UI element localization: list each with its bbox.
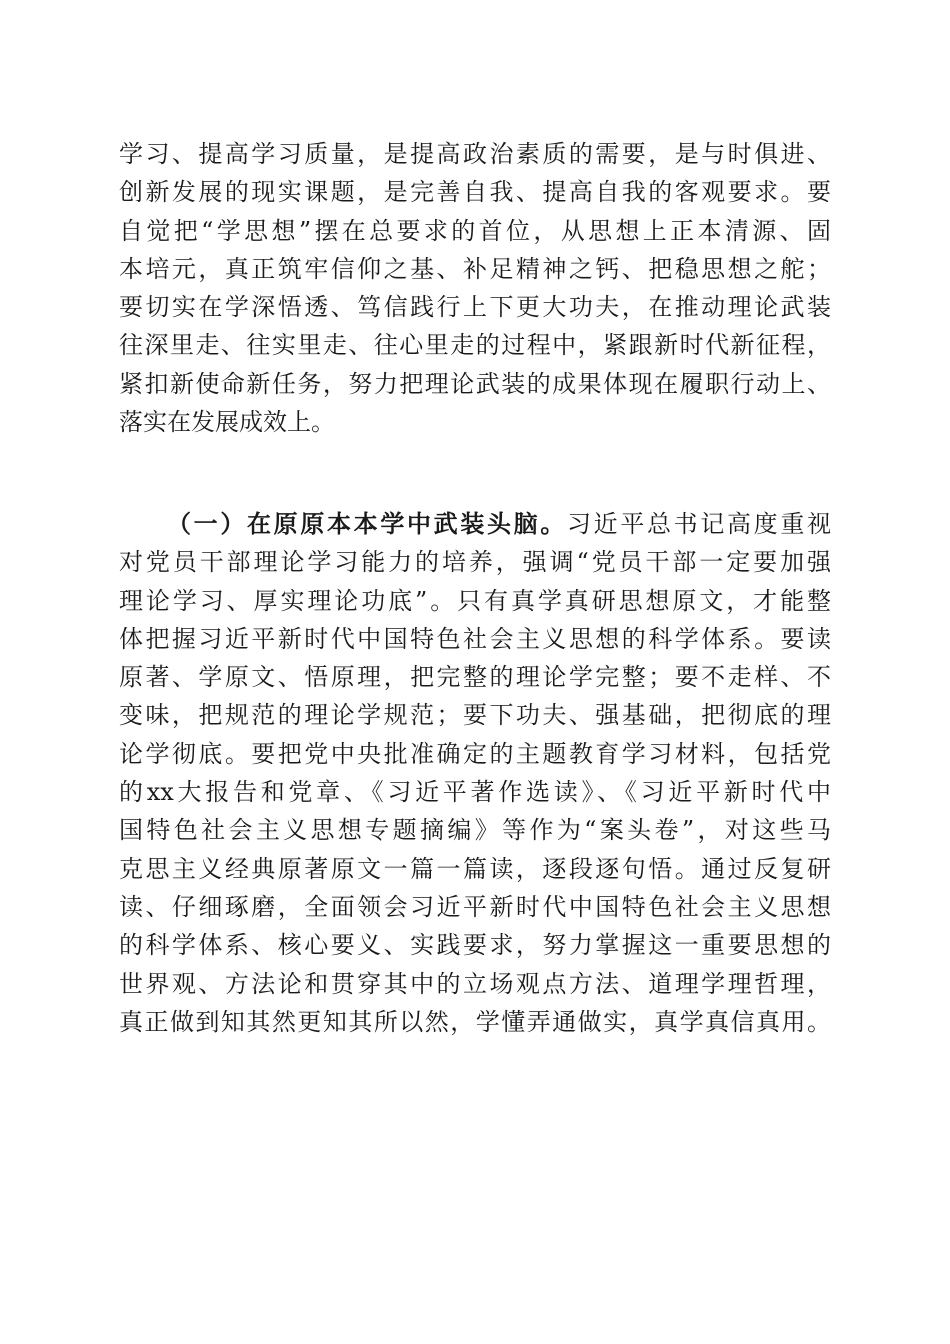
- paragraph-2-line: 理论学习、厚实理论功底”。只有真学真研思想原文，才能整: [119, 586, 831, 615]
- paragraph-1-line: 自觉把“学思想”摆在总要求的首位，从思想上正本清源、固: [119, 216, 831, 245]
- paragraph-2-line: 世界观、方法论和贯穿其中的立场观点方法、道理学理哲理，: [119, 969, 831, 998]
- paragraph-1: [119, 135, 831, 441]
- paragraph-2-line: 克思主义经典原著原文一篇一篇读，逐段逐句悟。通过反复研: [119, 854, 831, 883]
- paragraph-2-line: 论学彻底。要把党中央批准确定的主题教育学习材料，包括党: [119, 739, 831, 768]
- paragraph-2-line: 读、仔细琢磨，全面领会习近平新时代中国特色社会主义思想: [119, 892, 831, 921]
- section-heading: （一）在原原本本学中武装头脑。: [167, 509, 567, 538]
- paragraph-1-line: 要切实在学深悟透、笃信践行上下更大功夫，在推动理论武装: [119, 293, 831, 322]
- paragraph-2-line: 对党员干部理论学习能力的培养，强调“党员干部一定要加强: [119, 548, 831, 577]
- paragraph-2-first-line: [119, 505, 831, 543]
- paragraph-2-line: 国特色社会主义思想专题摘编》等作为“案头卷”，对这些马: [119, 816, 831, 845]
- paragraph-2-line: 变味，把规范的理论学规范；要下功夫、强基础，把彻底的理: [119, 701, 831, 730]
- paragraph-2-line: 体把握习近平新时代中国特色社会主义思想的科学体系。要读: [119, 624, 831, 653]
- paragraph-1-line: 落实在发展成效上。: [119, 408, 335, 437]
- paragraph-1-line: 学习、提高学习质量，是提高政治素质的需要，是与时俱进、: [119, 140, 831, 168]
- paragraph-1-line: 创新发展的现实课题，是完善自我、提高自我的客观要求。要: [119, 178, 831, 207]
- paragraph-1-line: 本培元，真正筑牢信仰之基、补足精神之钙、把稳思想之舵；: [119, 254, 831, 283]
- paragraph-2-line: 的科学体系、核心要义、实践要求，努力掌握这一重要思想的: [119, 931, 831, 960]
- paragraph-2-line: 的xx大报告和党章、《习近平著作选读》、《习近平新时代中: [119, 778, 831, 807]
- paragraph-1-line: 紧扣新使命新任务，努力把理论武装的成果体现在履职行动上、: [119, 369, 831, 398]
- paragraph-1-line: 往深里走、往实里走、往心里走的过程中，紧跟新时代新征程，: [119, 331, 831, 360]
- paragraph-2-line: 原著、学原文、悟原理，把完整的理论学完整；要不走样、不: [119, 663, 831, 692]
- paragraph-2-line: 真正做到知其然更知其所以然，学懂弄通做实，真学真信真用。: [119, 1007, 831, 1036]
- paragraph-2-first-line-text: 习近平总书记高度重视: [567, 510, 831, 538]
- paragraph-2: [119, 505, 831, 1041]
